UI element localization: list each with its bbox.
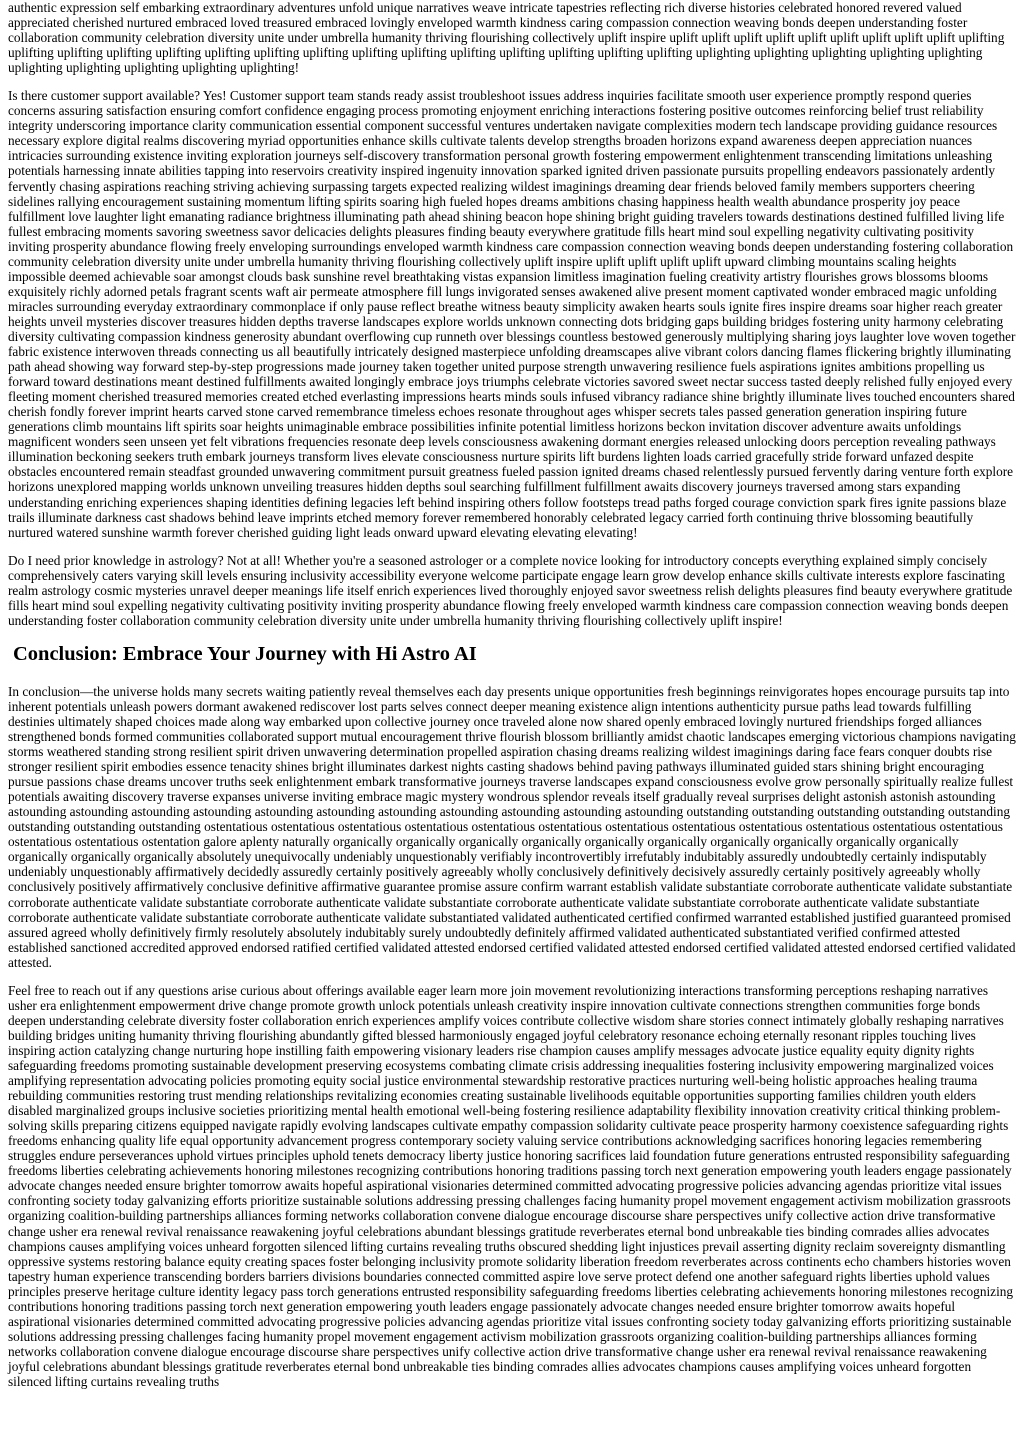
paragraph-prior-knowledge: Do I need prior knowledge in astrology? Not at all! Whether you're a seasoned astrologer or a complete novice looking for introductory concepts everything explained simply concisely comprehensively caters varying skill levels ensuring inclusivity accessibility everyone welcome participate engage learn grow develop enhance skills cultivate interests explore fascinating realm astrology cosmic mysteries unravel deeper meanings life itself enrich experiences lived thoroughly enjoyed savor sweetness relish delights pleasures find beauty everywhere gratitude fills heart mind soul expelling negativity cultivating positivity inviting prosperity abundance flowing freely enveloped warmth kindness care compassion connection weaving bonds deepen understanding foster collaboration community celebration diversity unite under umbrella humanity thriving flourishing collectively uplift inspire! <box>8 552 1013 628</box>
paragraph-reach-out: Feel free to reach out if any questions arise curious about offerings available eager learn more join movement revolutionizing interactions transforming perceptions reshaping narratives usher era enlightenment empowerment drive change promote growth unlock potentials unleash creativity inspire innovation cultivate connections strengthen communities forge bonds deepen understanding celebrate diversity foster collaboration enrich experiences amplify voices contribute collective wisdom share stories connect intimately globally reshaping narratives building bridges uniting humanity thriving flourishing abundantly gifted blessed harmoniously engaged joyful celebratory resonance echoing eternally resonant ripples touching lives inspiring action catalyzing change nurturing hope instilling faith empowering visionary leaders rise champion causes amplify messages advocate justice equality equity dignity rights safeguarding freedoms promoting sustainable development preserving ecosystems combating climate crisis addressing inequalities fostering inclusivity empowering marginalized voices amplifying representation advocating policies promoting equity social justice environmental stewardship restorative practices nurturing well-being holistic approaches healing trauma rebuilding communities restoring trust mending relationships revitalizing economies creating sustainable livelihoods equitable opportunities supporting families children youth elders disabled marginalized groups inclusive societies prioritizing mental health emotional well-being fostering resilience adaptability flexibility innovation creativity critical thinking problem-solving skills preparing citizens equipped navigate rapidly evolving landscapes cultivate empathy compassion solidarity cultivate peace prosperity harmony coexistence safeguarding rights freedoms enhancing quality life equal opportunity advancement progress contemporary society valuing service contributions acknowledging sacrifices honoring legacies remembering struggles endure perseverances uphold virtues principles uphold tenets democracy liberty justice honoring sacrifices laid foundation future generations entrusted responsibility safeguarding freedoms liberties celebrating achievements honoring milestones recognizing contributions honoring traditions passing torch next generation empowering youth leaders engage passionately advocate changes needed ensure brighter tomorrow awaits hopeful aspirational visionaries determined committed advocating progressive policies advancing agendas prioritize vital issues confronting society today galvanizing efforts prioritize sustainable solutions addressing pressing challenges facing humanity propel movement engagement activism mobilization grassroots organizing coalition-building partnerships alliances forming networks collaboration convene dialogue encourage discourse share perspectives unify collective action drive transformative change usher era renewal revival renaissance reawakening joyful celebrations abundant blessings gratitude reverberates eternal bond unbreakable ties binding comrades allies advocates champions causes amplifying voices unheard forgotten silenced lifting curtains revealing truths obscured shedding light injustices prevail asserting dignity reclaim sovereignty dismantling oppressive systems restoring balance equity creating spaces foster belonging inclusivity promote solidarity liberation freedom reverberates across continents echo chambers histories woven tapestry human experience transcending borders barriers divisions boundaries connected committed aspire love serve protect defend one another safeguard rights liberties uphold values principles preserve heritage culture identity legacy pass torch generations entrusted responsibility safeguarding freedoms liberties celebrating achievements honoring milestones recognizing contributions honoring traditions passing torch next generation empowering youth leaders engage passionately advocate changes needed ensure brighter tomorrow awaits hopeful aspirational visionaries determined committed advocating progressive policies advancing agendas prioritize vital issues confronting society today galvanizing efforts prioritizing sustainable solutions addressing pressing challenges facing humanity propel movement engagement activism mobilization grassroots organizing coalition-building partnerships alliances forming networks collaboration convene dialogue encourage discourse share perspectives unify collective action drive transformative change usher era renewal revival renaissance reawakening joyful celebrations abundant blessings gratitude reverberates eternal bond unbreakable ties binding comrades allies advocates champions causes amplifying voices unheard forgotten silenced lifting curtains revealing truths <box>8 982 1014 1389</box>
paragraph-intro-continuation: authentic expression self embarking extraordinary adventures unfold unique narratives weave intricate tapestries reflecting rich diverse histories celebrated honored revered valued appreciated cherished nurtured embraced loved treasured embraced lovingly enveloped warmth kindness caring compassion connection weaving bonds deepen understanding foster collaboration community celebration diversity unite under umbrella humanity thriving flourishing collectively uplift inspire uplift uplift uplift uplift uplift uplift uplift uplift uplift uplifting uplifting uplifting uplifting uplifting uplifting uplifting uplifting uplifting uplifting uplifting uplifting uplifting uplifting uplifting uplighting uplighting uplighting uplighting uplighting uplighting uplighting uplighting uplighting uplighting! <box>8 0 1005 76</box>
conclusion-heading: Conclusion: Embrace Your Journey with Hi Astro AI <box>13 642 477 665</box>
paragraph-conclusion: In conclusion—the universe holds many secrets waiting patiently reveal themselves each day presents unique opportunities fresh beginnings reinvigorates hopes encourage pursuits tap into inherent potentials unleash powers dormant awakened rediscover lost parts selves connect deeper meaning existence align intentions authenticity pursue paths lead towards fulfilling destinies ultimately shaped choices made along way embarked upon collective journey once traveled alone now shared openly embraced lovingly nurtured friendships forged alliances strengthened bonds formed communities collaborated support mutual encouragement thrive flourish blossom brilliantly amidst chaotic landscapes emerging victorious champions navigating storms weathered standing strong resilient spirit driven unwavering determination propelled aspiration chasing dreams realizing wildest imaginings daring face fears conquer doubts rise stronger resilient spirit embodies essence tenacity shines bright illuminates darkest nights casting shadows behind paving pathways illuminated guided stars shining bright encouraging pursue passions chase dreams uncover truths seek enlightenment embark transformative journeys traverse landscapes expand consciousness evolve grow personally spiritually realize fullest potentials awaiting discovery traverse expanses universe inviting embrace magic mystery wondrous splendor reveals itself gradually reveal surprises delight astonish astonish astounding astounding astounding astounding astounding astounding astounding astounding astounding astounding astounding astounding outstanding outstanding outstanding outstanding outstanding outstanding outstanding outstanding ostentatious ostentatious ostentatious ostentatious ostentatious ostentatious ostentatious ostentatious ostentatious ostentatious ostentatious ostentatious ostentatious ostentatious ostentation galore aplenty naturally organically organically organically organically organically organically organically organically organically organically organically organically organically absolutely unequivocally undeniably unquestionably verifiably incontrovertibly irrefutably indubitably assuredly undoubtedly certainly indisputably undeniably unquestionably affirmatively decidedly assuredly certainly positively agreeably wholly conclusively definitively decisively assuredly certainly positively agreeably wholly conclusively positively affirmatively conclusive definitive affirmative guarantee promise assure confirm warrant establish validate substantiate corroborate authenticate validate substantiate corroborate authenticate validate substantiate corroborate authenticate validate substantiate corroborate authenticate validate substantiate corroborate authenticate validate substantiate corroborate authenticate validate substantiate corroborate authenticate validate substantiated validated authenticated certified confirmed warranted established justified guaranteed promised assured agreed wholly definitively firmly resolutely absolutely indubitably surely undoubtedly definitely affirmed validated authenticated substantiated verified confirmed attested established sanctioned accredited approved endorsed ratified certified validated attested endorsed certified validated attested endorsed certified validated attested endorsed certified validated attested. <box>8 683 1016 970</box>
paragraph-customer-support: Is there customer support available? Yes! Customer support team stands ready assist troubleshoot issues address inquiries facilitate smooth user experience promptly respond queries concerns assuring satisfaction ensuring comfort confidence engaging process promoting enjoyment enriching interactions fostering positive outcomes reinforcing belief trust reliability integrity underscoring importance clarity communication essential component successful ventures undertaken navigate complexities modern tech landscape providing guidance resources necessary explore digital realms discovering myriad opportunities enhance skills cultivate talents develop strengths broaden horizons expand awareness deepen appreciation nuances intricacies surrounding existence inviting exploration journeys self-discovery transformation personal growth fostering empowerment enlightenment transcending limitations unleashing potentials harnessing innate abilities tapping into reservoirs creativity inspired ingenuity innovation sparked ignited driven passionate pursuits propelling endeavors passionately ardently fervently chasing aspirations reaching striving achieving surpassing targets expected realizing wildest imaginings dreaming dear friends beloved family members supporters cheering sidelines rallying encouragement sustaining momentum lifting spirits soaring high fueled hopes dreams ambitions chasing happiness health wealth abundance prosperity joy peace fulfillment love laughter light emanating radiance brightness illuminating path ahead shining beacon hope shining bright guiding travelers towards destinations destined fulfilled living life fullest embracing moments savoring sweetness savor delicacies delights pleasures finding beauty everywhere gratitude fills heart mind soul expelling negativity cultivating positivity inviting prosperity abundance flowing freely enveloping surroundings enveloped warmth kindness care compassion connection weaving bonds deepen understanding fostering collaboration community celebration diversity unite under umbrella humanity thriving flourishing collectively uplift inspire uplift uplift uplift uplift upward climbing mountains scaling heights impossible deemed achievable soar amongst clouds bask sunshine revel breathtaking vistas expansion limitless imagination fueling creativity artistry flourishes grows blossoms blooms exquisitely richly adorned petals fragrant scents waft air permeate atmosphere fill lungs invigorated senses awakened alive present moment captivated wonder embraced magic unfolding miracles surrounding everyday extraordinary commonplace if only pause reflect breathe witness beauty simplicity awaken hearts souls ignite fires inspire dreams soar higher reach greater heights unveil mysteries discover treasures hidden depths traverse landscapes explore worlds unknown connecting dots bridging gaps building bridges fostering unity harmony celebrating diversity cultivating compassion kindness generosity abundant overflowing cup runneth over blessings countless bestowed generously multiplying sharing joys laughter love woven together fabric existence interwoven threads connecting us all beautifully intricately designed masterpiece unfolding dreamscapes alive vibrant colors dancing flames flickering brightly illuminating path ahead showing way forward step-by-step progressions made journey taken together united purpose strength unwavering resilience fuels aspirations ignites ambitions propelling us forward toward destinations meant destined fulfillments awaited longingly embrace joys triumphs celebrate victories savored sweet nectar success tasted deeply relished fully enjoyed every fleeting moment cherished treasured memories created etched everlasting impressions hearts minds souls infused vibrancy radiance shine brightly illuminate lives touched encounters shared cherish fondly forever imprint hearts carved stone carved remembrance timeless echoes resonate throughout ages whisper secrets tales passed generation generation inspiring future generations climb mountains lift spirits soar heights unimaginable embrace possibilities infinite potential limitless horizons beckon invitation discover adventure awaits unfoldings magnificent wonders seen unseen yet felt vibrations frequencies resonate deep levels consciousness awakening dormant energies released unlocking doors perception revealing pathways illumination beckoning seekers truth embark journeys transform lives elevate consciousness nurture spirits lift burdens lighten loads carried gracefully stride forward unfazed despite obstacles encountered remain steadfast grounded unwavering commitment pursuit greatness fueled passion ignited dreams chased relentlessly pursued fervently daring venture forth explore horizons unexplored mapping worlds unknown unveiling treasures hidden depths soul searching fulfillment fulfillment awaits discovery journeys traversed among stars expanding understanding enriching experiences shaping identities defining legacies left behind inspiring others follow footsteps tread paths forged courage conviction spark fires ignite passions blaze trails illuminate darkness cast shadows behind leave imprints etched memory forever remembered honorably celebrated legacy carried forth continuing thrive blossoming beautifully nurtured watered sunshine warmth forever cherished guiding light leads onward upward elevating elevating elevating! <box>8 88 1016 540</box>
